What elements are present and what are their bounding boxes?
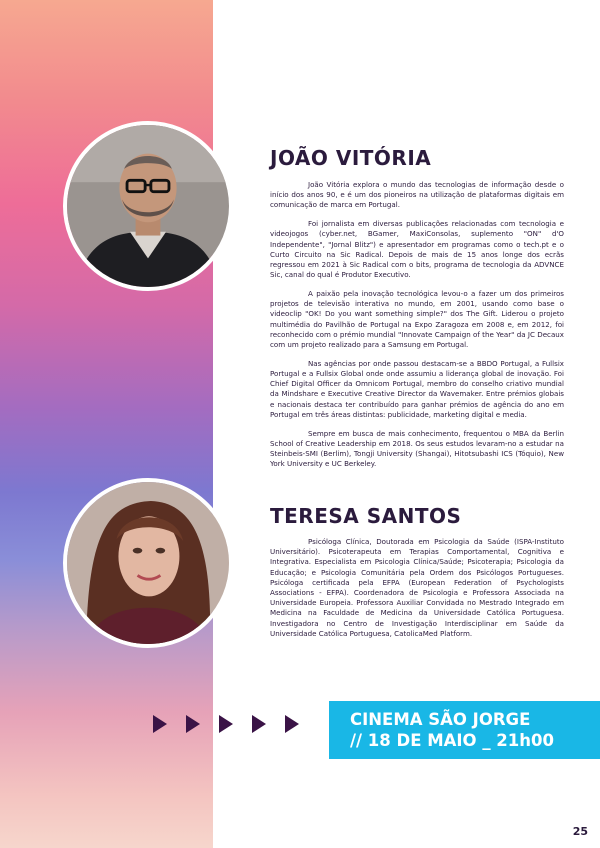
bio-paragraph: João Vitória explora o mundo das tecnologias de informação desde o início dos anos 90, e é um dos pioneiros na utilização de plataformas digitais em comunicação de marca em Portugal. [270, 180, 564, 210]
profile-name: TERESA SANTOS [270, 504, 462, 528]
play-arrow-icon [186, 715, 200, 733]
event-datetime: // 18 DE MAIO _ 21h00 [350, 731, 554, 750]
portrait-illustration [67, 125, 229, 287]
page-number: 25 [572, 825, 588, 838]
portrait-illustration [67, 482, 229, 644]
play-arrow-icon [252, 715, 266, 733]
portrait-photo-teresa-santos [63, 478, 233, 648]
profile-bio [270, 180, 564, 478]
portrait-photo-joao-vitoria [63, 121, 233, 291]
bio-paragraph: Psicóloga Clínica, Doutorada em Psicologia da Saúde (ISPA-Instituto Universitário). Psicoterapeuta em Terapias Comportamental, Cognitiva e Integrativa. Especialista em Psicologia Clínica/Saúde; Psicoterapia; Psicologia da Educação; e Psicologia Comunitária pela Ordem dos Psicólogos Portugueses. Psicóloga certificada pela EFPA (European Federation of Psychologists Associations - EFPA). Coordenadora de Psicologia e Professora Associada na Universidade Europeia. Professora Auxiliar Convidada no Mestrado Integrado em Medicina na Faculdade de Medicina da Universidade Católica Portuguesa. Investigadora no Centro de Investigação Interdisciplinar em Saúde da Universidade Católica Portuguesa, CatolicaMed Platform. [270, 537, 564, 638]
profile-bio [270, 537, 564, 648]
bio-paragraph: A paixão pela inovação tecnológica levou-o a fazer um dos primeiros projetos de televisão interativa no mundo, em 2001, usando como base o videoclip "OK! Do you want something simple?" dos The Gift. Liderou o projeto multimédia do Pavilhão de Portugal na Expo Zaragoza em 2008 e, em 2012, foi reconhecido com o prémio mundial "Innovate Campaign of the Year" da JC Decaux com um projeto realizado para a Samsung em Portugal. [270, 289, 564, 350]
profile-name: JOÃO VITÓRIA [270, 146, 432, 170]
bio-paragraph: Foi jornalista em diversas publicações relacionadas com tecnologia e videojogos (cyber.net, BGamer, MaxiConsolas, suplemento "ON" d'O Independente", "Jornal Blitz") e apresentador em programas como o tech.pt e o Curto Circuito na Sic Radical. Depois de mais de 15 anos longe dos ecrãs regressou em 2021 à Sic Radical com o bits, programa de tecnologia da ADVNCE Sic, canal do qual é Produtor Executivo. [270, 219, 564, 280]
play-arrow-icon [285, 715, 299, 733]
event-venue: CINEMA SÃO JORGE [350, 710, 531, 729]
bio-paragraph: Sempre em busca de mais conhecimento, frequentou o MBA da Berlin School of Creative Leadership em 2018. Os seus estudos levaram-no a estudar na Steinbeis-SMI (Berlim), Tongji University (Shangai), Hitotsubashi ICS (Tóquio), New York University e UC Berkeley. [270, 428, 564, 469]
bio-paragraph: Nas agências por onde passou destacam-se a BBDO Portugal, a Fullsix Portugal e a Fullsix Global onde onde assumiu a liderança global de inovação. Foi Chief Digital Officer da Omnicom Portugal, membro do conselho criativo mundial da Mindshare e Executive Creative Director da Wavemaker. Entre prémios globais e nacionais destaca ter contribuído para ganhar prémios de agência do ano em Portugal em três áreas distintas: publicidade, marketing digital e media. [270, 358, 564, 419]
play-arrow-icon [153, 715, 167, 733]
event-info-box [329, 701, 600, 759]
play-arrow-icon [219, 715, 233, 733]
